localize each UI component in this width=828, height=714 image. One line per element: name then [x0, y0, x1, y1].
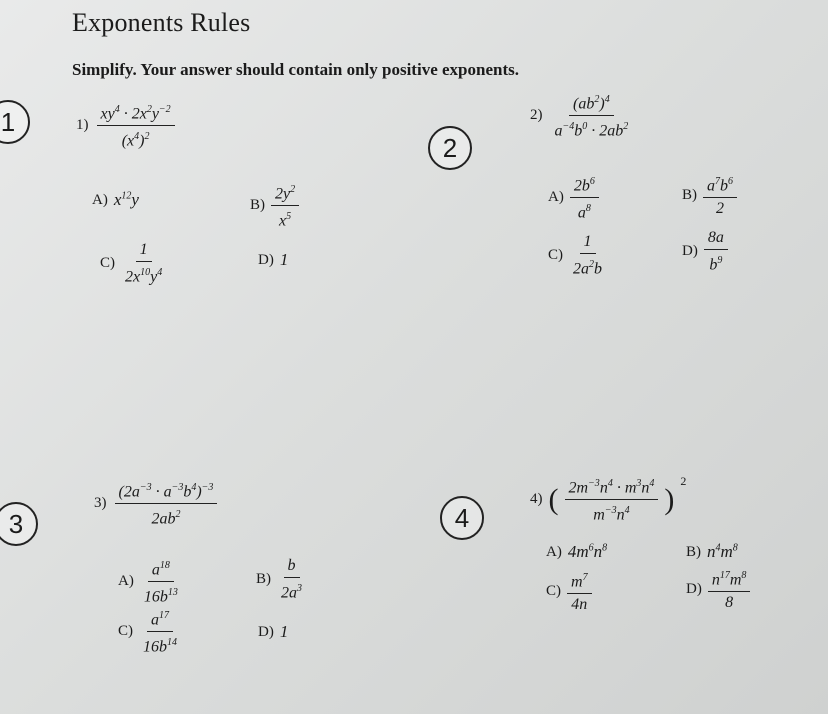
p2-option-b[interactable] [682, 172, 737, 219]
option-label: B) [682, 187, 697, 204]
option-numerator: $a^{18}$ [148, 556, 174, 582]
option-value: $4m^6n^8$ [567, 542, 608, 561]
p1-option-b[interactable] [250, 180, 299, 232]
p2-option-d[interactable] [682, 228, 728, 275]
problem-4-numerator: $2m^{-3}n^4 \cdot m^3n^4$ [565, 474, 659, 500]
option-denominator: $a^8$ [577, 203, 591, 222]
option-fraction [140, 556, 182, 608]
p4-option-a[interactable] [546, 542, 607, 562]
option-fraction [703, 172, 737, 219]
problem-2-denominator: $a^{-4}b^0 \cdot 2ab^2$ [554, 121, 629, 140]
marker-2: 2 [428, 126, 472, 170]
option-fraction [121, 240, 166, 287]
problem-1-expression [97, 100, 175, 152]
option-value: 1 [279, 250, 289, 269]
marker-4: 4 [440, 496, 484, 540]
p4-option-b[interactable] [686, 542, 738, 562]
p3-option-c[interactable] [118, 606, 181, 658]
option-numerator: 1 [136, 240, 152, 262]
option-label: D) [258, 623, 274, 640]
option-value: $x^{12}y$ [113, 190, 139, 209]
option-label: D) [258, 251, 274, 268]
option-fraction [271, 180, 299, 232]
option-numerator: $a^7b^6$ [703, 172, 737, 198]
option-value: $n^4m^8$ [707, 542, 738, 561]
option-fraction [277, 556, 306, 603]
problem-4-outer-exponent: 2 [680, 474, 687, 488]
option-label: D) [682, 243, 698, 260]
option-denominator: $x^5$ [279, 211, 292, 230]
p4-option-d[interactable] [686, 566, 750, 613]
option-fraction [567, 568, 592, 615]
option-denominator: 2 [716, 200, 724, 218]
option-denominator: $16b^{13}$ [143, 587, 178, 606]
p1-option-c[interactable] [100, 240, 166, 287]
option-numerator: $2y^2$ [271, 180, 299, 206]
option-numerator: $n^{17}m^8$ [708, 566, 751, 592]
option-label: B) [686, 543, 701, 560]
problem-4-expression [565, 474, 659, 526]
problem-4-denominator: $m^{-3}n^4$ [593, 505, 630, 524]
p2-option-c[interactable] [548, 232, 606, 279]
option-fraction [708, 566, 751, 613]
option-numerator: $m^7$ [567, 568, 592, 594]
option-label: A) [92, 191, 108, 208]
option-fraction [704, 228, 728, 275]
option-label: C) [100, 255, 115, 272]
option-numerator: 8a [704, 228, 728, 250]
option-denominator: 8 [725, 594, 734, 612]
marker-1: 1 [0, 100, 30, 144]
problem-1 [76, 100, 175, 152]
p3-option-b[interactable] [256, 556, 306, 603]
option-denominator: $2a^3$ [281, 583, 302, 602]
problem-3 [94, 478, 217, 530]
option-fraction [139, 606, 181, 658]
problem-1-number: 1) [76, 117, 89, 134]
option-numerator: $a^{17}$ [147, 606, 173, 632]
option-label: C) [546, 583, 561, 600]
problem-2-number: 2) [530, 107, 543, 124]
p1-option-d[interactable] [258, 250, 288, 270]
problem-3-numerator: $(2a^{-3} \cdot a^{-3}b^4)^{-3}$ [115, 478, 218, 504]
option-label: D) [686, 581, 702, 598]
option-denominator: $2a^2b$ [573, 259, 602, 278]
option-numerator: 1 [580, 232, 596, 254]
p3-option-d[interactable] [258, 622, 288, 642]
problem-2-numerator: $(ab^2)^4$ [569, 90, 614, 116]
option-label: A) [546, 543, 562, 560]
option-label: B) [256, 571, 271, 588]
p1-option-a[interactable] [92, 190, 139, 210]
option-numerator: $2b^6$ [570, 172, 599, 198]
option-denominator: $2x^{10}y^4$ [125, 267, 163, 286]
problem-3-number: 3) [94, 495, 107, 512]
option-label: C) [118, 623, 133, 640]
option-denominator: 4n [571, 596, 588, 614]
left-paren: ( [548, 482, 559, 516]
instructions: Simplify. Your answer should contain only positive exponents. [72, 60, 519, 79]
problem-3-denominator: $2ab^2$ [151, 509, 181, 528]
option-denominator: $b^9$ [709, 255, 723, 274]
problem-3-expression [115, 478, 218, 530]
p4-option-c[interactable] [546, 568, 592, 615]
p3-option-a[interactable] [118, 556, 182, 608]
option-fraction [569, 232, 606, 279]
option-label: C) [548, 247, 563, 264]
p2-option-a[interactable] [548, 172, 599, 224]
page-title: Exponents Rules [72, 8, 251, 37]
option-label: A) [118, 573, 134, 590]
problem-1-denominator: $(x^4)^2$ [121, 131, 150, 150]
option-value: 1 [279, 622, 289, 641]
option-label: B) [250, 197, 265, 214]
problem-2 [530, 90, 632, 142]
marker-3: 3 [0, 502, 38, 546]
problem-2-expression [551, 90, 633, 142]
option-numerator: b [284, 556, 300, 578]
option-fraction [570, 172, 599, 224]
problem-4-number: 4) [530, 491, 543, 508]
right-paren: ) [664, 482, 675, 516]
problem-4 [530, 474, 686, 526]
option-denominator: $16b^{14}$ [143, 637, 177, 656]
option-label: A) [548, 189, 564, 206]
problem-1-numerator: $xy^4 \cdot 2x^2y^{-2}$ [97, 100, 175, 126]
